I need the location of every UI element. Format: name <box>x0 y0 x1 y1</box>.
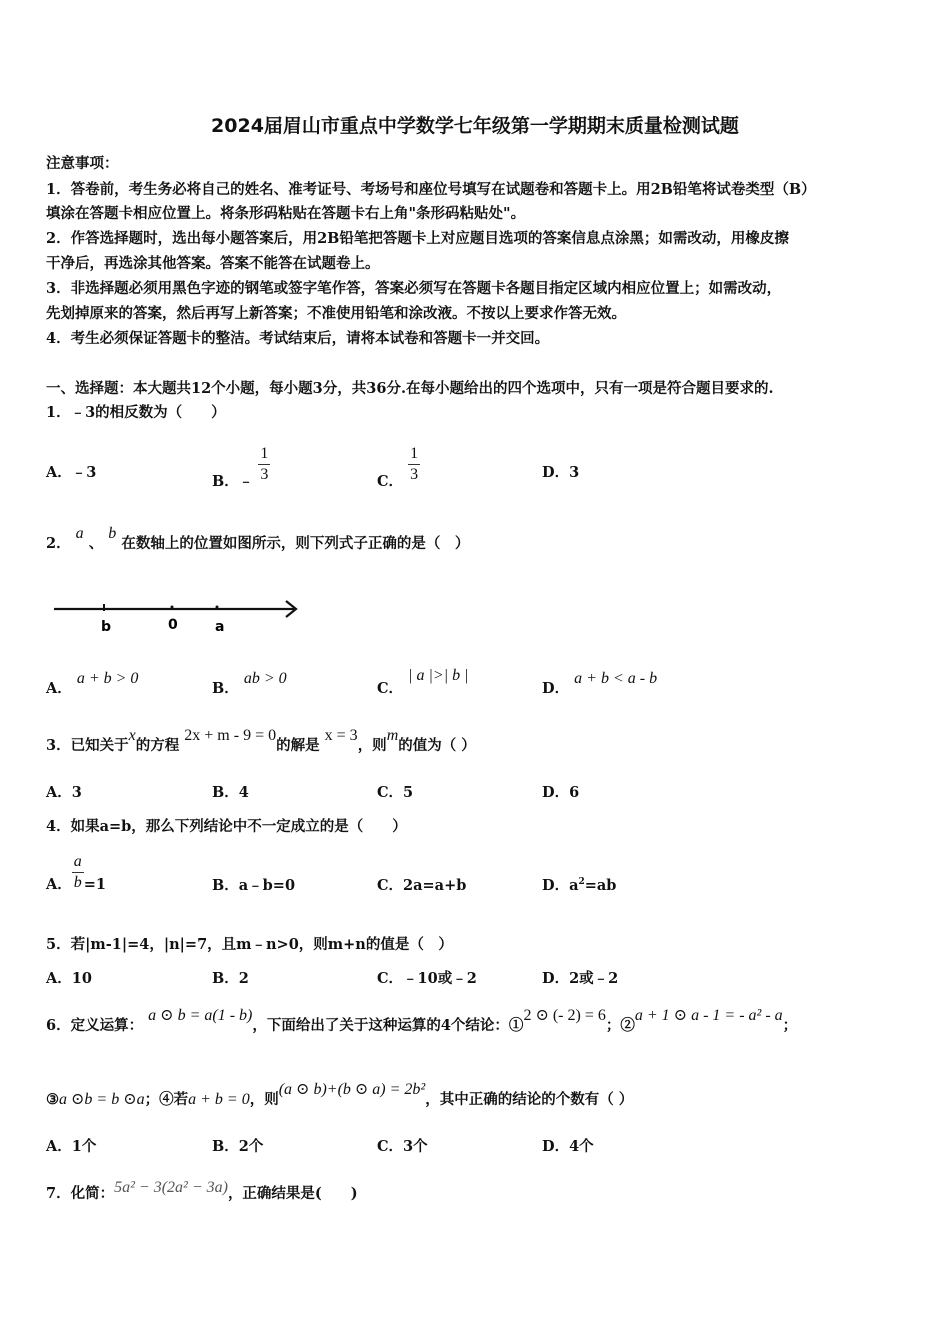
question-6-line-2: ③a ⊙b = b ⊙a；④若a + b = 0，则(a ⊙ b)+(b ⊙ a) = 2b²，其中正确的结论的个数有（ ） <box>46 1081 634 1108</box>
q3-option-d: D．6 <box>542 784 580 801</box>
operation-definition: a ⊙ b = a(1 - b) <box>148 1007 253 1024</box>
fraction: $\frac{1}{3}$ <box>260 445 269 483</box>
q5-option-c: C．﹣10或﹣2 <box>377 970 477 987</box>
question-5-stem: 5．若|m-1|=4，|n|=7，且m﹣n>0，则m+n的值是（ ） <box>46 936 453 953</box>
q1-option-a: A．﹣3 <box>46 464 97 481</box>
q4-option-d: D．$a^2=ab$ <box>542 877 617 894</box>
notice-line: 4．考生必须保证答题卡的整洁。考试结束后，请将本试卷和答题卡一并交回。 <box>46 330 550 347</box>
tick-0 <box>171 606 174 609</box>
question-4-stem: 4．如果a=b，那么下列结论中不一定成立的是（ ） <box>46 818 407 835</box>
q2-option-c: C． | a |>| b | <box>377 667 469 697</box>
q6-option-a: A．1个 <box>46 1138 97 1155</box>
notice-heading: 注意事项： <box>46 155 119 172</box>
q1-option-b: B．﹣ $\frac{1}{3}$ <box>212 445 269 490</box>
q6-option-d: D．4个 <box>542 1138 594 1155</box>
q5-option-a: A．10 <box>46 970 92 987</box>
notice-line: 填涂在答题卡相应位置上。将条形码粘贴在答题卡右上角"条形码粘贴处"。 <box>46 205 526 222</box>
var-b: b <box>108 525 117 542</box>
q6-option-c: C．3个 <box>377 1138 428 1155</box>
number-line-figure <box>50 596 310 640</box>
q1-option-c: C． $\frac{1}{3}$ <box>377 445 419 490</box>
question-7-stem: 7．化简：5a² − 3(2a² − 3a)，正确结果是( ) <box>46 1179 358 1202</box>
question-6-line-1: 6．定义运算： a ⊙ b = a(1 - b)，下面给出了关于这种运算的4个结论：①2 ⊙ (- 2) = 6；②a + 1 ⊙ a - 1 = - a² - a； <box>46 1007 798 1034</box>
axis-label-0: 0 <box>168 617 178 633</box>
q2-option-d: D． a + b < a - b <box>542 670 658 697</box>
question-2-stem: 2． a 、 b 在数轴上的位置如图所示，则下列式子正确的是（ ） <box>46 525 470 552</box>
q4-option-a: A． $\frac{a}{b}$ =1 <box>46 853 107 893</box>
equation: 2x + m - 9 = 0 <box>184 727 277 744</box>
question-3-stem: 3．已知关于x的方程 2x + m - 9 = 0的解是 x = 3，则m的值为（ ） <box>46 727 476 754</box>
notice-line: 1．答卷前，考生务必将自己的姓名、准考证号、考场号和座位号填写在试题卷和答题卡上。用2B铅笔将试卷类型（B） <box>46 181 816 198</box>
q3-option-c: C．5 <box>377 784 414 801</box>
q3-option-b: B．4 <box>212 784 249 801</box>
q5-option-d: D．2或﹣2 <box>542 970 619 987</box>
q3-option-a: A．3 <box>46 784 82 801</box>
page-title: 2024届眉山市重点中学数学七年级第一学期期末质量检测试题 <box>211 115 739 137</box>
section-heading: 一、选择题：本大题共12个小题，每小题3分，共36分.在每小题给出的四个选项中，只有一项是符合题目要求的. <box>46 380 774 397</box>
question-1-stem: 1．﹣3的相反数为（ ） <box>46 404 226 421</box>
fraction: $\frac{1}{3}$ <box>410 445 419 483</box>
solution: x = 3 <box>324 727 358 744</box>
notice-line: 先划掉原来的答案，然后再写上新答案；不准使用铅笔和涂改液。不按以上要求作答无效。 <box>46 305 626 322</box>
q2-option-a: A． a + b > 0 <box>46 670 139 697</box>
q6-option-b: B．2个 <box>212 1138 264 1155</box>
fraction: $\frac{a}{b}$ <box>73 853 82 891</box>
expression: 5a² − 3(2a² − 3a) <box>114 1179 228 1196</box>
axis-label-b: b <box>101 619 112 635</box>
q5-option-b: B．2 <box>212 970 249 987</box>
tick-a <box>216 606 219 609</box>
var-a: a <box>75 525 84 542</box>
q4-option-c: C．2a=a+b <box>377 877 467 894</box>
axis-label-a: a <box>215 619 225 635</box>
q4-option-b: B．a﹣b=0 <box>212 877 296 894</box>
q1-option-d: D．3 <box>542 464 580 481</box>
q2-option-b: B． ab > 0 <box>212 670 287 697</box>
notice-line: 2．作答选择题时，选出每小题答案后，用2B铅笔把答题卡上对应题目选项的答案信息点涂黑；如需改动，用橡皮擦 <box>46 230 789 247</box>
notice-line: 3．非选择题必须用黑色字迹的钢笔或签字笔作答，答案必须写在答题卡各题目指定区域内相应位置上；如需改动， <box>46 280 782 297</box>
notice-line: 干净后，再选涂其他答案。答案不能答在试题卷上。 <box>46 255 380 272</box>
